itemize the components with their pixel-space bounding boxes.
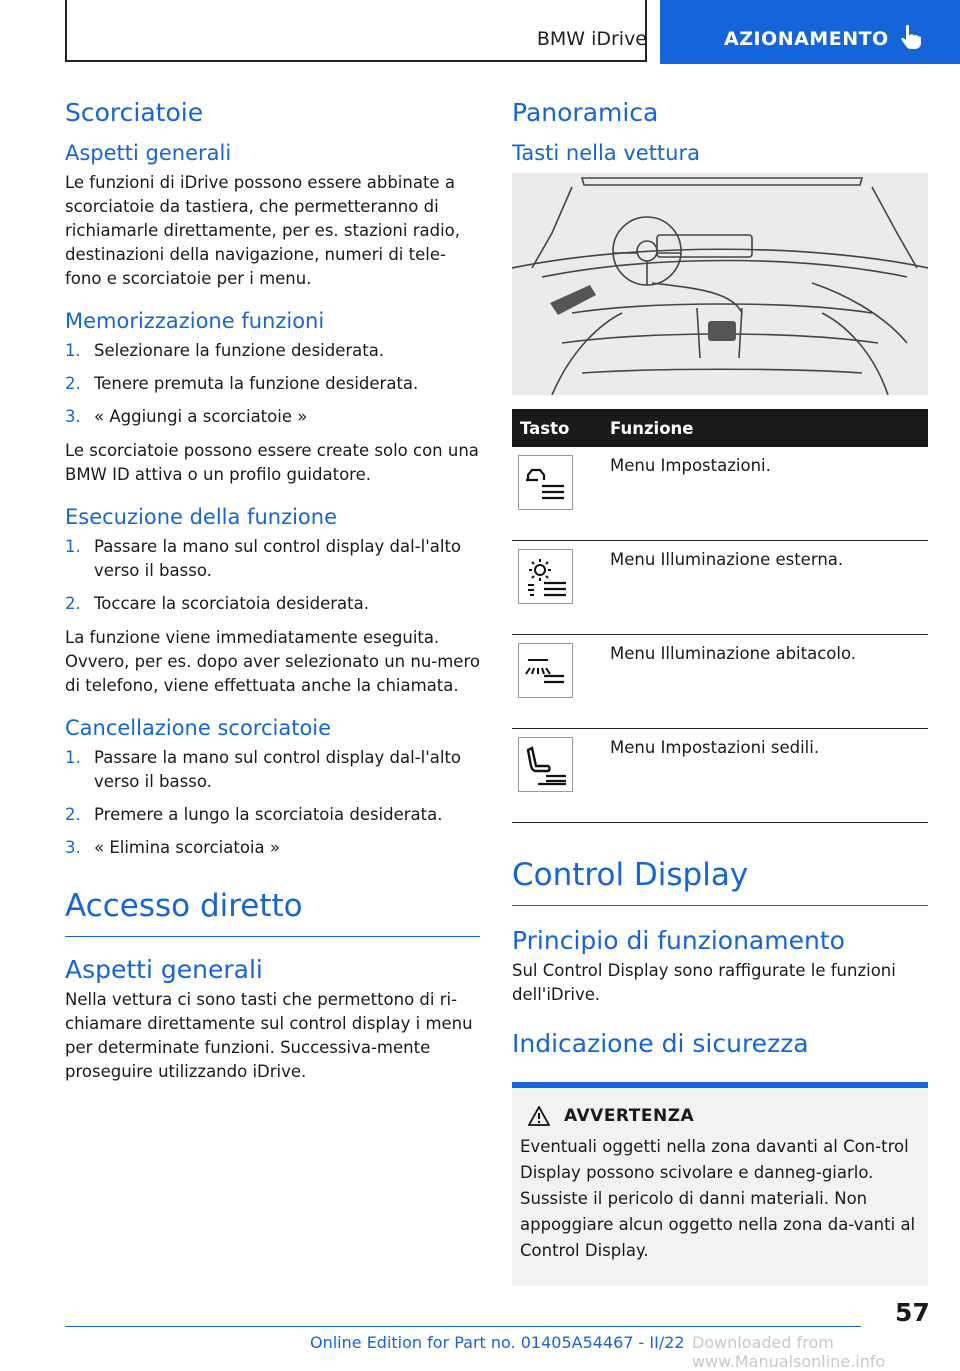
paragraph-memo-note: Le scorciatoie possono essere create solo con una BMW ID attiva o un profilo guidatore.: [65, 441, 479, 484]
warning-box: [512, 1082, 928, 1286]
table-row: [512, 635, 928, 729]
seat-settings-icon[interactable]: [518, 737, 573, 792]
settings-menu-icon[interactable]: [518, 455, 573, 510]
book-title: BMW iDrive: [536, 28, 647, 50]
list-item: 1. Selezionare la funzione desiderata.: [65, 341, 385, 360]
page-number: 57: [895, 1298, 930, 1327]
subtitle-sicurezza: Indicazione di sicurezza: [512, 1029, 809, 1058]
exterior-light-icon[interactable]: [518, 549, 573, 604]
keys-table: [512, 409, 928, 823]
list-item: 1. Passare la mano sul control display dal-l'alto verso il basso.: [65, 748, 462, 791]
chapter-label: AZIONAMENTO: [724, 28, 889, 50]
list-item: 3. « Elimina scorciatoia »: [65, 838, 280, 857]
function-settings: Menu Impostazioni.: [602, 447, 928, 541]
table-row: [512, 447, 928, 541]
chapter-title-control-display: Control Display: [512, 857, 928, 906]
table-row: [512, 729, 928, 823]
chapter-tab[interactable]: [660, 0, 960, 64]
left-column: [65, 98, 480, 1102]
list-item: 2. Tenere premuta la funzione desiderata.: [65, 374, 419, 393]
list-item: 2. Premere a lungo la scorciatoia desiderata.: [65, 805, 443, 824]
function-interior-light: Menu Illuminazione abitacolo.: [602, 635, 928, 729]
hand-pointer-icon: [900, 24, 922, 50]
function-seat-settings: Menu Impostazioni sedili.: [602, 729, 928, 823]
footer-divider: [65, 1326, 861, 1327]
interior-light-icon[interactable]: [518, 643, 573, 698]
paragraph-esec-note: La funzione viene immediatamente eseguita. Ovvero, per es. dopo aver selezionato un nu-mero di telefono, viene effettuata anche la chiamata.: [65, 628, 480, 695]
header-tasto: Tasto: [512, 409, 602, 447]
subtitle-esecuzione: Esecuzione della funzione: [65, 505, 338, 529]
car-interior-illustration: [512, 173, 928, 395]
subtitle-tasti: Tasti nella vettura: [512, 141, 700, 165]
section-title-panoramica: Panoramica: [512, 98, 659, 127]
table-row: [512, 541, 928, 635]
warning-label: AVVERTENZA: [564, 1106, 695, 1126]
paragraph-aspetti: Le funzioni di iDrive possono essere abbinate a scorciatoie da tastiera, che permetteranno di richiamarle direttamente, per es. stazioni radio, destinazioni della navigazione, numeri di tele-fono e scorciatoie per i menu.: [65, 173, 461, 288]
esec-steps: [65, 535, 480, 616]
list-item: 1. Passare la mano sul control display dal-l'alto verso il basso.: [65, 537, 462, 580]
warning-triangle-icon: [528, 1106, 550, 1126]
footer-edition: Online Edition for Part no. 01405A54467 - II/22: [310, 1333, 685, 1352]
paragraph-principio: Sul Control Display sono raffigurate le funzioni dell'iDrive.: [512, 961, 896, 1004]
header-funzione: Funzione: [602, 409, 928, 447]
right-column: [512, 98, 928, 1286]
subtitle-principio: Principio di funzionamento: [512, 926, 845, 955]
subtitle-accesso-aspetti: Aspetti generali: [65, 955, 263, 984]
function-exterior-light: Menu Illuminazione esterna.: [602, 541, 928, 635]
canc-steps: [65, 746, 480, 860]
chapter-title-accesso: Accesso diretto: [65, 888, 480, 937]
subtitle-memorizzazione: Memorizzazione funzioni: [65, 309, 325, 333]
warning-header: [520, 1106, 920, 1126]
section-title-scorciatoie: Scorciatoie: [65, 98, 204, 127]
watermark: Downloaded from www.Manualsonline.info: [690, 1333, 960, 1371]
memo-steps: [65, 339, 480, 429]
list-item: 3. « Aggiungi a scorciatoie »: [65, 407, 308, 426]
table-header-row: [512, 409, 928, 447]
subtitle-aspetti-generali: Aspetti generali: [65, 141, 232, 165]
paragraph-accesso: Nella vettura ci sono tasti che permettono di ri-chiamare direttamente sul control display i menu per determinate funzioni. Successiva-mente proseguire utilizzando iDrive.: [65, 990, 473, 1081]
list-item: 2. Toccare la scorciatoia desiderata.: [65, 594, 369, 613]
subtitle-cancellazione: Cancellazione scorciatoie: [65, 716, 332, 740]
warning-text: Eventuali oggetti nella zona davanti al Con-trol Display possono scivolare e danneg-giarlo. Sussiste il pericolo di danni materiali. Non appoggiare alcun oggetto nella zona da-vanti al Control Display.: [520, 1137, 916, 1260]
